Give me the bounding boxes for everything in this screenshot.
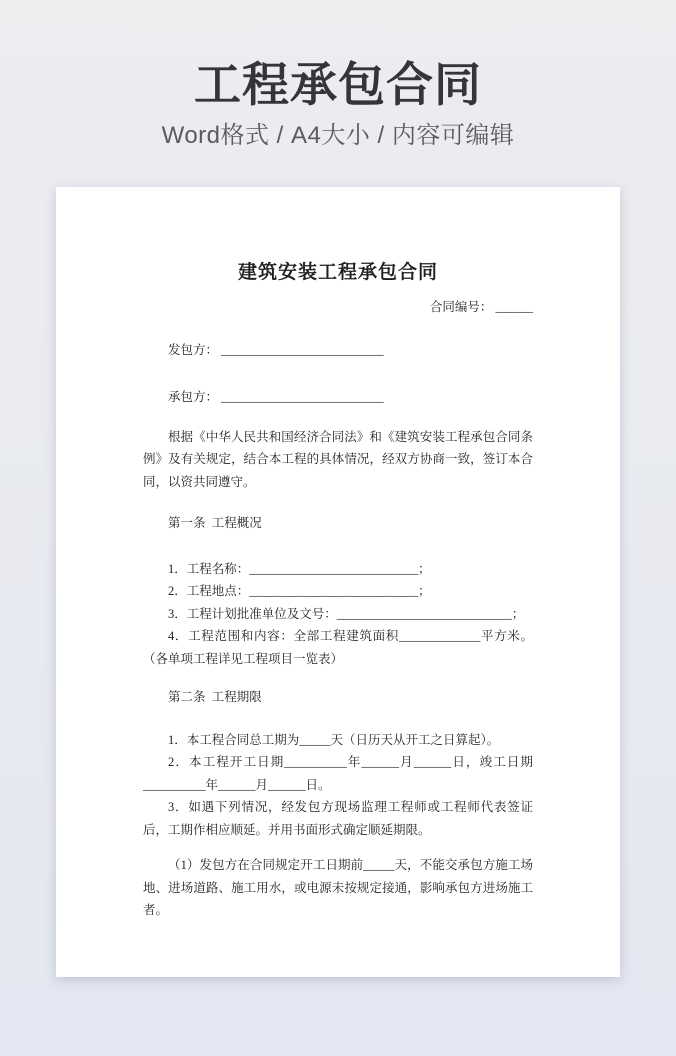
preamble-paragraph: 根据《中华人民共和国经济合同法》和《建筑安装工程承包合同条例》及有关规定，结合本工程的具体情况，经双方协商一致，签订本合同，以资共同遵守。 [143, 429, 533, 489]
party-b-line: 承包方： __________________________ [168, 390, 384, 404]
document-page [56, 187, 620, 977]
article-1-item-4: 4．工程范围和内容：全部工程建筑面积_____________平方米。（各单项工程详见工程项目一览表） [143, 629, 533, 666]
article-2-heading: 第二条 工程期限 [168, 690, 262, 704]
article-1-item-2: 2．工程地点：___________________________； [168, 584, 431, 598]
party-a-line: 发包方： __________________________ [168, 342, 384, 357]
article-2-subitem-1: （1）发包方在合同规定开工日期前_____天，不能交承包方施工场地、进场道路、施工用水，或电源未按规定接通，影响承包方进场施工者。 [143, 858, 533, 917]
article-1-heading: 第一条 工程概况 [168, 516, 262, 530]
article-2-item-1: 1．本工程合同总工期为_____天（日历天从开工之日算起）。 [168, 732, 500, 747]
contract-number-line: 合同编号： ______ [429, 300, 533, 314]
document-title: 建筑安装工程承包合同 [237, 262, 438, 283]
banner-title: 工程承包合同 [194, 58, 482, 111]
article-1-item-1: 1．工程名称：___________________________； [168, 561, 431, 576]
article-1-item-3: 3．工程计划批准单位及文号：____________________________； [168, 606, 525, 621]
article-2-item-3: 3．如遇下列情况，经发包方现场监理工程师或工程师代表签证后，工期作相应顺延。并用书面形式确定顺延期限。 [143, 800, 533, 837]
banner-subtitle: Word格式 / A4大小 / 内容可编辑 [161, 122, 515, 149]
banner [0, 0, 676, 151]
article-2-item-2: 2．本工程开工日期__________年______月______日，竣工日期__________年______月______日。 [143, 755, 533, 792]
